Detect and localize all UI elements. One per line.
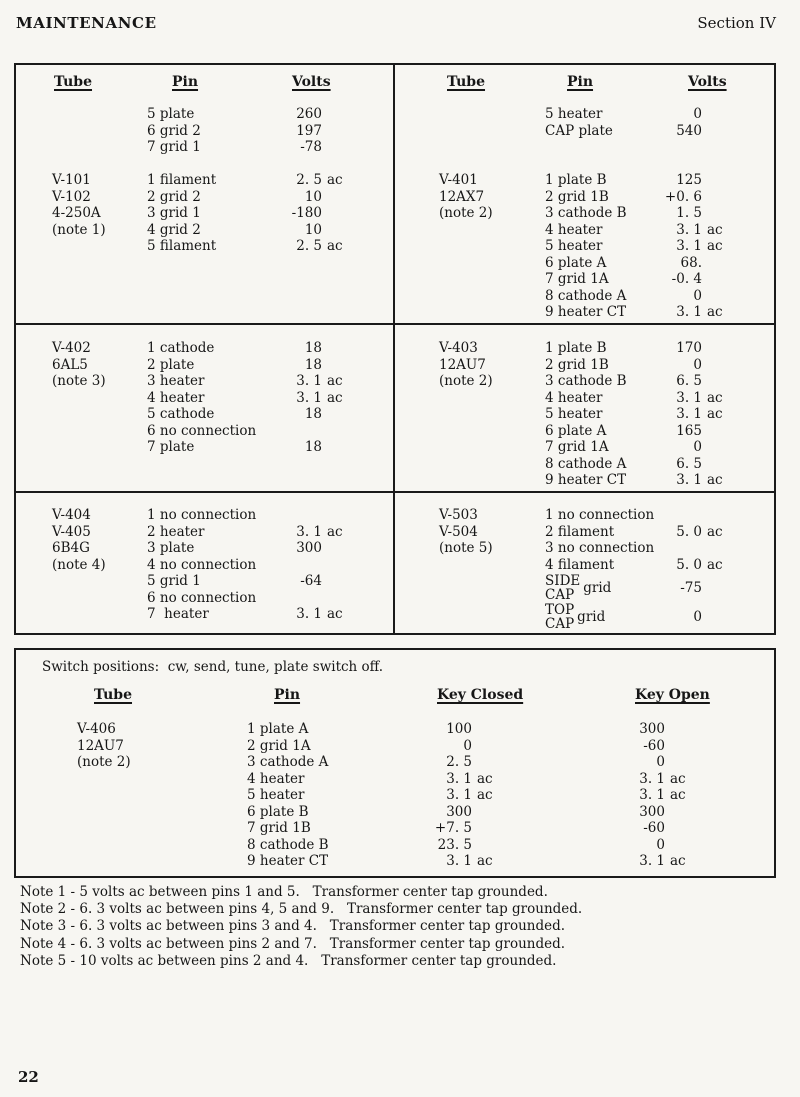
volts-ac-unit: ac: [707, 238, 723, 254]
volts-value: 540: [676, 122, 702, 139]
voltage-row: [439, 472, 774, 489]
tube-cell: 4-250A: [52, 205, 101, 221]
voltage-table-section: [16, 325, 395, 493]
volts-value: 3. 1: [676, 472, 702, 488]
volts-value: 197: [296, 122, 322, 139]
pin-cell: 2 grid 1B: [545, 356, 609, 373]
pin-cell: 5 heater: [545, 106, 603, 122]
pin-cell: 6 plate A: [545, 254, 607, 271]
pin-cell: 4 heater: [545, 389, 603, 406]
volts-value: 260: [296, 106, 322, 122]
voltage-row: [439, 255, 774, 272]
volts-value: 5. 0: [676, 556, 702, 573]
section-number: Section IV: [697, 14, 776, 32]
key-open-ac-unit: ac: [670, 787, 686, 803]
voltage-row: [52, 507, 393, 524]
tube-cell: V-404: [52, 507, 91, 523]
volts-value: 165: [676, 422, 702, 439]
volts-value: 3. 1: [676, 221, 702, 238]
pin-cell: 8 cathode B: [247, 836, 329, 853]
pin-cell: 5 cathode: [147, 406, 215, 422]
voltage-row: [52, 222, 393, 239]
key-open-value: 300: [639, 803, 665, 820]
switch-rows: [16, 721, 774, 870]
volts-value: 18: [304, 439, 322, 455]
pin-cell: 5 heater: [545, 238, 603, 254]
voltage-row: [52, 123, 393, 140]
key-open-value: 0: [656, 754, 665, 770]
volts-ac-unit: ac: [707, 472, 723, 488]
volts-value: 0: [693, 287, 702, 304]
volts-value: 1. 5: [676, 205, 702, 221]
voltage-row: [439, 357, 774, 374]
pin-cell: 7 grid 1: [147, 139, 201, 155]
voltage-row: [439, 288, 774, 305]
voltage-row: [439, 373, 774, 390]
voltage-table-section: [395, 493, 774, 633]
pin-cap-line: TOP: [545, 601, 575, 618]
key-open-ac-unit: ac: [670, 770, 686, 787]
tube-cell: V-405: [52, 523, 91, 540]
key-closed-value: 23. 5: [437, 836, 472, 853]
voltage-row: [52, 590, 393, 607]
pin-cell: 6 plate B: [247, 803, 309, 820]
voltage-row: [52, 373, 393, 390]
pin-cell: 4 filament: [545, 556, 615, 573]
pin-cell: 2 heater: [147, 523, 205, 540]
volts-value: +0. 6: [664, 188, 702, 205]
voltage-rows: [52, 493, 393, 623]
volts-ac-unit: ac: [327, 606, 343, 622]
tube-cell: 6AL5: [52, 356, 88, 373]
volts-value: 300: [296, 540, 322, 556]
pin-cell: 1 plate B: [545, 172, 607, 188]
pin-cell: 1 cathode: [147, 340, 215, 356]
pin-cell: 6 no connection: [147, 422, 257, 439]
voltage-row: [52, 189, 393, 206]
voltage-rows: [439, 65, 774, 321]
tube-cell: V-101: [52, 172, 91, 188]
pin-cell: 4 heater: [247, 770, 305, 787]
volts-ac-unit: ac: [327, 523, 343, 540]
key-closed-ac-unit: ac: [477, 853, 493, 869]
voltage-row: [52, 557, 393, 574]
key-closed-value: 3. 1: [446, 787, 472, 803]
notes-block: [20, 884, 582, 970]
pin-cell: 9 heater CT: [545, 304, 627, 320]
key-closed-value: 100: [446, 721, 472, 737]
volts-value: 2. 5: [296, 238, 322, 254]
voltage-row: [439, 406, 774, 423]
volts-ac-unit: ac: [327, 172, 343, 188]
volts-value: 3. 1: [676, 304, 702, 320]
volts-value: 3. 1: [676, 238, 702, 254]
voltage-row: [52, 606, 393, 623]
volts-value: -64: [300, 573, 322, 589]
voltage-table-section: [16, 65, 395, 325]
pin-column-header: Pin: [172, 74, 199, 90]
voltage-row: [52, 205, 393, 222]
voltage-row: [439, 238, 774, 255]
voltage-rows: [52, 65, 393, 255]
key-open-value: -60: [643, 737, 665, 754]
volts-value: 3. 1: [296, 389, 322, 406]
voltage-row: [52, 540, 393, 557]
pin-cell: 3 cathode B: [545, 205, 627, 221]
volts-value: 10: [304, 188, 322, 205]
voltage-table-section: [395, 325, 774, 493]
tube-cell: (note 2): [439, 373, 493, 389]
pin-cap-stack: [545, 603, 574, 631]
voltage-row: [439, 271, 774, 288]
switch-row: [16, 787, 774, 804]
pin-cell: 2 grid 1A: [247, 737, 311, 754]
volts-ac-unit: ac: [707, 406, 723, 422]
switch-table: [14, 648, 776, 878]
tube-column-header: Tube: [447, 74, 486, 90]
tube-cell: V-401: [439, 172, 478, 188]
volts-value: -180: [291, 205, 322, 221]
voltage-row: [52, 357, 393, 374]
volts-value: 170: [676, 340, 702, 356]
voltage-row: [439, 423, 774, 440]
tube-cell: V-403: [439, 340, 478, 356]
voltage-row: [439, 106, 774, 123]
tube-column-header: Tube: [54, 74, 93, 90]
voltage-row: [52, 238, 393, 255]
key-closed-value: 300: [446, 803, 472, 820]
pin-cap-line: CAP: [545, 615, 575, 632]
switch-row: [16, 837, 774, 854]
volts-column-header: Volts: [292, 74, 331, 90]
pin-cell: 5 filament: [147, 238, 217, 254]
pin-cell: 3 cathode B: [545, 373, 627, 389]
pin-column-header: Pin: [274, 687, 301, 703]
voltage-row: [52, 406, 393, 423]
tube-cell: (note 1): [52, 221, 106, 238]
volts-ac-unit: ac: [707, 221, 723, 238]
voltage-rows: [52, 325, 393, 456]
pin-cell: 5 grid 1: [147, 573, 201, 589]
pin-cell: 2 plate: [147, 356, 195, 373]
pin-cell: 3 grid 1: [147, 205, 201, 221]
key-closed-ac-unit: ac: [477, 787, 493, 803]
pin-cell: 9 heater CT: [545, 472, 627, 488]
pin-cell: 7 plate: [147, 439, 195, 455]
key-open-value: 3. 1: [639, 787, 665, 803]
key-closed-value: 3. 1: [446, 853, 472, 869]
volts-value: 0: [693, 356, 702, 373]
voltage-row: [52, 139, 393, 156]
voltage-row: [439, 540, 774, 557]
pin-cell: 7 grid 1B: [247, 820, 311, 836]
volts-value: -0. 4: [671, 271, 702, 287]
volts-ac-unit: ac: [707, 304, 723, 320]
pin-cell: 5 heater: [247, 787, 305, 803]
voltage-row: [439, 507, 774, 524]
pin-cell: 1 filament: [147, 172, 217, 188]
key-closed-value: 2. 5: [446, 754, 472, 770]
volts-value: 3. 1: [296, 606, 322, 622]
tube-cell: V-402: [52, 340, 91, 356]
volts-value: 3. 1: [676, 406, 702, 422]
voltage-row: [52, 106, 393, 123]
pin-cap-line: CAP: [545, 586, 575, 603]
pin-cell: 7 heater: [147, 606, 209, 622]
row-spacer: [439, 139, 774, 156]
tube-column-header: Tube: [94, 687, 133, 703]
key-closed-value: 3. 1: [446, 770, 472, 787]
volts-value: 6. 5: [676, 455, 702, 472]
key-open-value: 3. 1: [639, 853, 665, 869]
pin-grid-label: grid: [577, 608, 606, 625]
voltage-row: [439, 456, 774, 473]
volts-ac-unit: ac: [327, 373, 343, 389]
tube-cell: (note 3): [52, 373, 106, 389]
switch-row: [16, 853, 774, 870]
voltage-row: [439, 205, 774, 222]
key-closed-value: 0: [463, 737, 472, 754]
pin-cell: 1 no connection: [545, 507, 655, 523]
voltage-row: [52, 390, 393, 407]
pin-cell: 8 cathode A: [545, 287, 627, 304]
key-open-value: 0: [656, 836, 665, 853]
tube-cell: (note 5): [439, 540, 493, 556]
volts-value: 0: [693, 439, 702, 455]
voltage-row: [52, 340, 393, 357]
switch-row: [16, 804, 774, 821]
pin-cell: 3 cathode A: [247, 754, 329, 770]
volts-value: 3. 1: [296, 523, 322, 540]
voltage-row: [439, 524, 774, 541]
voltage-row: [52, 172, 393, 189]
pin-cap-line: SIDE: [545, 572, 581, 589]
section-title: MAINTENANCE: [16, 14, 157, 32]
pin-cell: 1 plate A: [247, 721, 309, 737]
key-open-value: 300: [639, 721, 665, 737]
pin-cell: 6 grid 2: [147, 122, 201, 139]
tube-cell: V-504: [439, 523, 478, 540]
voltage-table-section: [16, 493, 395, 633]
key-open-value: 3. 1: [639, 770, 665, 787]
tube-cell: (note 2): [439, 205, 493, 221]
voltage-row: [439, 222, 774, 239]
volts-value: 125: [676, 172, 702, 188]
voltage-row: [439, 123, 774, 140]
pin-cell: [545, 574, 660, 602]
pin-cell: 3 plate: [147, 540, 195, 556]
volts-value: -78: [300, 139, 322, 155]
switch-row: [16, 754, 774, 771]
volts-value: 6. 5: [676, 373, 702, 389]
page-header: [16, 14, 776, 32]
note-line: Note 5 - 10 volts ac between pins 2 and 4. Transformer center tap grounded.: [20, 952, 557, 969]
pin-cell: 1 plate B: [545, 340, 607, 356]
volts-value: 5. 0: [676, 523, 702, 540]
voltage-table-section: [395, 65, 774, 325]
pin-grid-label: grid: [583, 579, 612, 596]
switch-row: [16, 771, 774, 788]
note-line: Note 4 - 6. 3 volts ac between pins 2 and 7. Transformer center tap grounded.: [20, 935, 566, 952]
volts-value: 2. 5: [296, 172, 322, 188]
pin-cell: 7 grid 1A: [545, 439, 609, 455]
pin-cell: 7 grid 1A: [545, 271, 609, 287]
volts-value: 18: [304, 340, 322, 356]
voltage-row: [439, 439, 774, 456]
volts-column-header: Volts: [688, 74, 727, 90]
note-line: Note 1 - 5 volts ac between pins 1 and 5. Transformer center tap grounded.: [20, 884, 548, 900]
row-spacer: [52, 156, 393, 173]
voltage-row: [439, 573, 774, 602]
pin-cell: 4 heater: [545, 221, 603, 238]
voltage-rows: [439, 325, 774, 489]
pin-cell: 2 grid 1B: [545, 188, 609, 205]
tube-cell: V-503: [439, 507, 478, 523]
pin-cell: 6 plate A: [545, 422, 607, 439]
note-line: Note 2 - 6. 3 volts ac between pins 4, 5 and 9. Transformer center tap grounded.: [20, 901, 583, 918]
volts-ac-unit: ac: [327, 238, 343, 254]
key-closed-column-header: Key Closed: [437, 687, 524, 703]
row-spacer: [439, 156, 774, 173]
tube-cell: 6B4G: [52, 540, 90, 556]
volts-value: 18: [304, 406, 322, 422]
volts-ac-unit: ac: [707, 556, 723, 573]
tube-cell: 12AX7: [439, 188, 485, 205]
pin-cap-stack: [545, 574, 580, 602]
page-number: 22: [18, 1068, 39, 1086]
volts-value: 68.: [680, 254, 702, 271]
volts-value: 18: [304, 356, 322, 373]
voltage-row: [52, 439, 393, 456]
key-open-value: -60: [643, 820, 665, 836]
pin-cell: [545, 603, 660, 631]
voltage-row: [52, 573, 393, 590]
pin-cell: 9 heater CT: [247, 853, 329, 869]
voltage-row: [439, 304, 774, 321]
key-closed-ac-unit: ac: [477, 770, 493, 787]
note-line: Note 3 - 6. 3 volts ac between pins 3 and 4. Transformer center tap grounded.: [20, 918, 566, 935]
volts-ac-unit: ac: [707, 523, 723, 540]
key-open-ac-unit: ac: [670, 853, 686, 869]
voltage-row: [439, 557, 774, 574]
volts-value: 3. 1: [296, 373, 322, 389]
tube-cell: (note 4): [52, 556, 106, 573]
pin-cell: 3 heater: [147, 373, 205, 389]
pin-cell: CAP plate: [545, 122, 613, 139]
voltage-row: [439, 340, 774, 357]
tube-cell: V-102: [52, 188, 91, 205]
key-closed-value: +7. 5: [434, 820, 472, 836]
pin-cell: 3 no connection: [545, 540, 655, 556]
voltage-row: [52, 423, 393, 440]
tube-cell: (note 2): [77, 754, 131, 770]
switch-row: [16, 820, 774, 837]
volts-value: 10: [304, 221, 322, 238]
pin-column-header: Pin: [567, 74, 594, 90]
volts-ac-unit: ac: [707, 389, 723, 406]
tube-cell: V-406: [77, 721, 116, 737]
pin-cell: 8 cathode A: [545, 455, 627, 472]
voltage-row: [439, 390, 774, 407]
tube-cell: 12AU7: [77, 737, 124, 754]
volts-value: 3. 1: [676, 389, 702, 406]
voltage-row: [52, 524, 393, 541]
pin-cell: 6 no connection: [147, 589, 257, 606]
key-open-column-header: Key Open: [635, 687, 710, 703]
voltage-row: [439, 172, 774, 189]
volts-value: 0: [693, 106, 702, 122]
pin-cell: 4 heater: [147, 389, 205, 406]
voltage-table: [14, 63, 776, 635]
voltage-row: [439, 602, 774, 631]
voltage-rows: [439, 493, 774, 631]
volts-value: 0: [693, 608, 702, 625]
pin-cell: 5 heater: [545, 406, 603, 422]
switch-row: [16, 738, 774, 755]
pin-cell: 4 grid 2: [147, 221, 201, 238]
pin-cell: 4 no connection: [147, 556, 257, 573]
volts-ac-unit: ac: [327, 389, 343, 406]
pin-cell: 5 plate: [147, 106, 195, 122]
switch-row: [16, 721, 774, 738]
tube-cell: 12AU7: [439, 356, 486, 373]
switch-positions-caption: Switch positions: cw, send, tune, plate switch off.: [42, 659, 384, 675]
pin-cell: 1 no connection: [147, 507, 257, 523]
volts-value: -75: [680, 579, 702, 596]
voltage-row: [439, 189, 774, 206]
pin-cell: 2 filament: [545, 523, 615, 540]
pin-cell: 2 grid 2: [147, 188, 201, 205]
